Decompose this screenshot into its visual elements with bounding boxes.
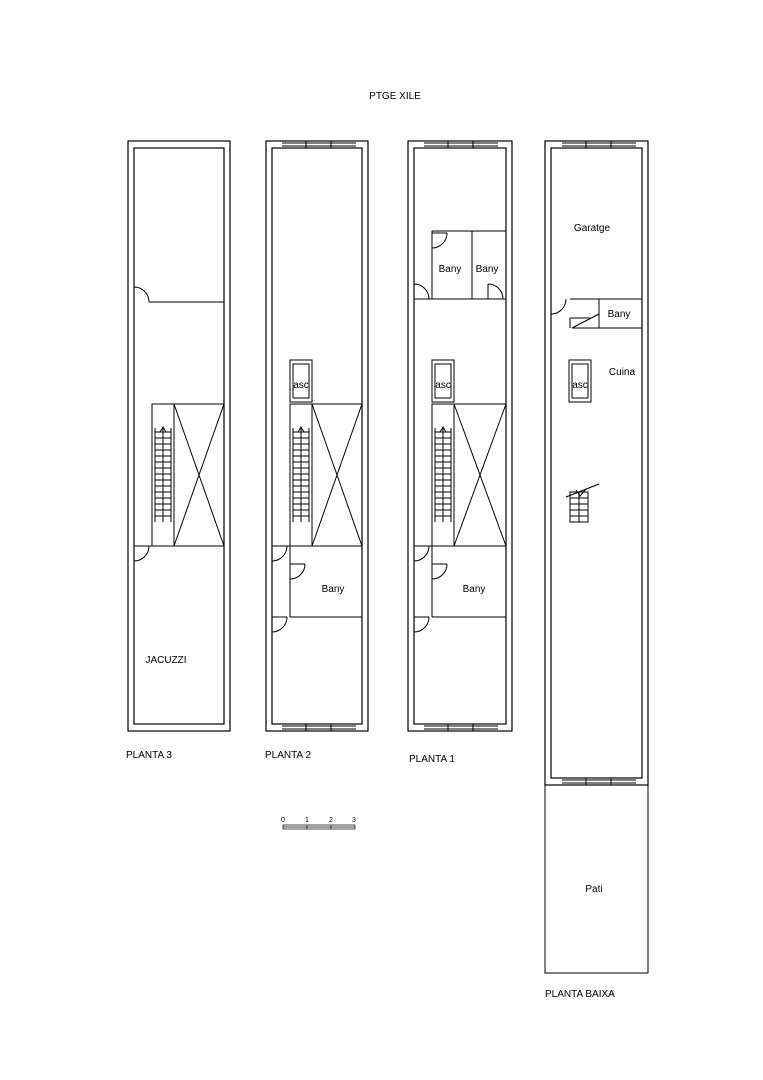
planta-1-room-label-bany-top-right: Bany: [475, 264, 499, 275]
planta-1-bany-right-door: [488, 284, 503, 299]
planta-3-label: PLANTA 3: [126, 750, 172, 761]
planta-3-door-lower: [134, 546, 149, 561]
scale-tick-0: 0: [281, 817, 285, 824]
planta-baixa-stair: [566, 484, 599, 522]
planta-baixa-outer-wall: [545, 141, 648, 785]
planta-1-door-top: [414, 284, 429, 299]
planta-2-room-label-bany: Bany: [321, 584, 345, 595]
planta-baixa-inner-wall: [551, 148, 642, 778]
planta-2-door-lower: [272, 617, 287, 632]
planta-2-stair-steps: [293, 427, 309, 522]
planta-1-window-bottom: [424, 724, 498, 731]
planta-baixa-garage-door: [551, 299, 566, 314]
planta-1-door-lower: [414, 617, 429, 632]
planta-1-label: PLANTA 1: [409, 754, 455, 765]
planta-baixa-lift-label: asc: [572, 380, 588, 391]
planta-baixa-window-top: [562, 141, 636, 148]
planta-baixa-plan: [545, 141, 648, 1000]
planta-2-window-top: [282, 141, 356, 148]
scale-tick-1: 1: [305, 817, 309, 824]
planta-2-label: PLANTA 2: [265, 750, 311, 761]
planta-1-lift-label: asc: [435, 380, 451, 391]
planta-3-outer-wall: [128, 141, 230, 731]
planta-baixa-room-label-bany: Bany: [607, 309, 631, 320]
planta-1-bany-left-door: [432, 233, 447, 248]
planta-2-outer-wall: [266, 141, 368, 731]
room-label-cuina: Cuina: [608, 367, 636, 378]
drawing-title: PTGE XILE: [369, 91, 421, 102]
room-label-pati: Pati: [585, 884, 603, 895]
planta-2-door-upper: [272, 546, 287, 561]
planta-2-window-bottom: [282, 724, 356, 731]
planta-1-bany-door: [432, 564, 447, 579]
planta-1-plan: [408, 141, 512, 765]
planta-3-door-top: [134, 287, 149, 302]
room-label-jacuzzi: JACUZZI: [145, 655, 187, 666]
planta-1-door-upper: [414, 546, 429, 561]
planta-2-plan: [265, 141, 368, 761]
planta-3-inner-wall: [134, 148, 224, 724]
planta-3-stair-steps: [155, 427, 171, 522]
planta-1-inner-wall: [414, 148, 506, 724]
planta-baixa-window-bottom: [562, 778, 636, 785]
scale-bar: [281, 817, 356, 829]
planta-1-outer-wall: [408, 141, 512, 731]
planta-1-room-label-bany-top-left: Bany: [438, 264, 462, 275]
planta-baixa-bany-entry: [570, 314, 599, 328]
scale-tick-2: 2: [329, 817, 333, 824]
planta-2-bany-door: [290, 564, 305, 579]
planta-2-lift-label: asc: [293, 380, 309, 391]
planta-1-window-top: [424, 141, 498, 148]
planta-3-plan: [126, 141, 230, 761]
planta-2-inner-wall: [272, 148, 362, 724]
room-label-garatge: Garatge: [573, 223, 611, 234]
planta-baixa-pati: [545, 785, 648, 973]
scale-tick-3: 3: [352, 817, 356, 824]
planta-1-room-label-bany: Bany: [462, 584, 486, 595]
planta-baixa-label: PLANTA BAIXA: [545, 989, 615, 1000]
planta-1-stair-steps: [435, 427, 451, 522]
